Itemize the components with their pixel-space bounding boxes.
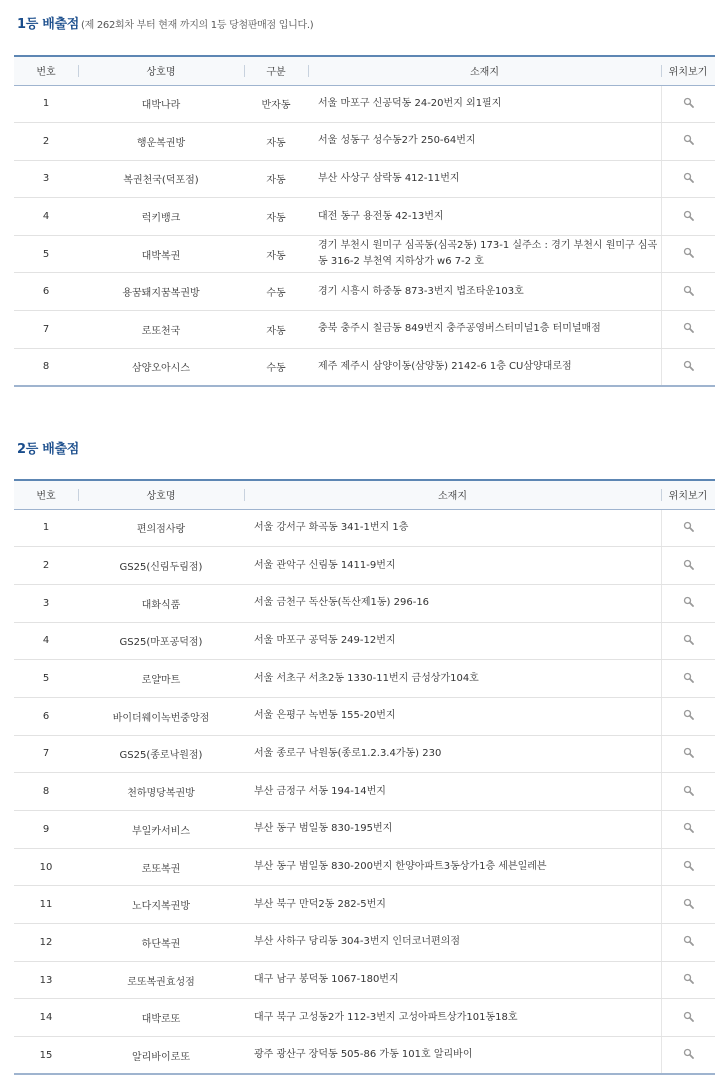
row-number: 4: [14, 622, 78, 660]
shop-name: GS25(신림두림점): [78, 547, 244, 585]
table-row: [14, 735, 715, 773]
shop-address: 제주 제주시 삼양이동(삼양동) 2142-6 1층 CU삼양대로점: [308, 348, 661, 386]
table-row: [14, 509, 715, 547]
magnifier-icon[interactable]: [683, 785, 694, 799]
shop-address: 대전 동구 용전동 42-13번지: [308, 198, 661, 236]
header-number: 번호: [14, 56, 78, 85]
shop-name: 복권천국(덕포점): [78, 160, 244, 198]
table-row: [14, 773, 715, 811]
shop-address: 서울 금천구 독산동(독산제1동) 296-16: [244, 584, 661, 622]
magnifier-icon[interactable]: [683, 709, 694, 723]
row-number: 15: [14, 1037, 78, 1075]
selection-type: 자동: [244, 235, 308, 273]
table-header-row: [14, 56, 715, 85]
row-number: 3: [14, 160, 78, 198]
row-number: 11: [14, 886, 78, 924]
location-view-cell[interactable]: [661, 660, 715, 698]
location-view-cell[interactable]: [661, 311, 715, 349]
magnifier-icon[interactable]: [683, 97, 694, 111]
shop-name: 노다지복권방: [78, 886, 244, 924]
first-prize-subtitle: (제 262회차 부터 현재 까지의 1등 당첨판매점 입니다.): [81, 20, 314, 31]
row-number: 2: [14, 123, 78, 161]
row-number: 9: [14, 811, 78, 849]
magnifier-icon[interactable]: [683, 210, 694, 224]
selection-type: 반자동: [244, 85, 308, 123]
shop-name: 부일카서비스: [78, 811, 244, 849]
magnifier-icon[interactable]: [683, 898, 694, 912]
location-view-cell[interactable]: [661, 697, 715, 735]
shop-address: 서울 서초구 서초2동 1330-11번지 금성상가104호: [244, 660, 661, 698]
shop-address: 서울 종로구 낙원동(종로1.2.3.4가동) 230: [244, 735, 661, 773]
table-row: [14, 924, 715, 962]
shop-address: 서울 마포구 신공덕동 24-20번지 외1필지: [308, 85, 661, 123]
selection-type: 자동: [244, 198, 308, 236]
table-row: [14, 999, 715, 1037]
table-row: [14, 1037, 715, 1075]
shop-name: 대박로또: [78, 999, 244, 1037]
header-type: 구분: [244, 56, 308, 85]
second-prize-table: [14, 479, 715, 1075]
shop-name: 대박나라: [78, 85, 244, 123]
table-row: [14, 85, 715, 123]
location-view-cell[interactable]: [661, 848, 715, 886]
location-view-cell[interactable]: [661, 1037, 715, 1075]
shop-name: 하단복권: [78, 924, 244, 962]
shop-address: 부산 동구 범일동 830-200번지 한양아파트3동상가1층 세븐일레븐: [244, 848, 661, 886]
row-number: 7: [14, 311, 78, 349]
location-view-cell[interactable]: [661, 773, 715, 811]
shop-name: 로또천국: [78, 311, 244, 349]
magnifier-icon[interactable]: [683, 559, 694, 573]
shop-name: 행운복권방: [78, 123, 244, 161]
shop-name: 용꿈돼지꿈복권방: [78, 273, 244, 311]
location-view-cell[interactable]: [661, 811, 715, 849]
magnifier-icon[interactable]: [683, 172, 694, 186]
shop-name: 대화식품: [78, 584, 244, 622]
location-view-cell[interactable]: [661, 584, 715, 622]
table-row: [14, 123, 715, 161]
selection-type: 자동: [244, 123, 308, 161]
row-number: 6: [14, 273, 78, 311]
table-row: [14, 160, 715, 198]
shop-name: 럭키뱅크: [78, 198, 244, 236]
location-view-cell[interactable]: [661, 924, 715, 962]
table-row: [14, 622, 715, 660]
shop-address: 부산 동구 범일동 830-195번지: [244, 811, 661, 849]
header-location: 위치보기: [661, 56, 715, 85]
selection-type: 수동: [244, 348, 308, 386]
row-number: 3: [14, 584, 78, 622]
shop-name: 로얄마트: [78, 660, 244, 698]
magnifier-icon[interactable]: [683, 360, 694, 374]
shop-address: 대구 남구 봉덕동 1067-180번지: [244, 961, 661, 999]
header-address: 소재지: [244, 480, 661, 509]
row-number: 7: [14, 735, 78, 773]
location-view-cell[interactable]: [661, 961, 715, 999]
first-prize-table: [14, 55, 715, 387]
magnifier-icon[interactable]: [683, 973, 694, 987]
location-view-cell[interactable]: [661, 348, 715, 386]
shop-address: 경기 부천시 원미구 심곡동(심곡2동) 173-1 실주소 : 경기 부천시 원미구 심곡동 316-2 부천역 지하상가 w6 7-2 호: [308, 235, 661, 273]
location-view-cell[interactable]: [661, 273, 715, 311]
shop-address: 부산 사하구 당리동 304-3번지 인더코너편의점: [244, 924, 661, 962]
selection-type: 수동: [244, 273, 308, 311]
shop-name: GS25(마포공덕점): [78, 622, 244, 660]
first-prize-heading: 1등 배출점: [17, 17, 80, 32]
table-row: [14, 886, 715, 924]
magnifier-icon[interactable]: [683, 1048, 694, 1062]
row-number: 8: [14, 773, 78, 811]
table-row: [14, 697, 715, 735]
table-row: [14, 235, 715, 273]
location-view-cell[interactable]: [661, 85, 715, 123]
table-row: [14, 961, 715, 999]
shop-name: 천하명당복권방: [78, 773, 244, 811]
row-number: 4: [14, 198, 78, 236]
magnifier-icon[interactable]: [683, 634, 694, 648]
header-shop-name: 상호명: [78, 56, 244, 85]
magnifier-icon[interactable]: [683, 1011, 694, 1025]
magnifier-icon[interactable]: [683, 521, 694, 535]
shop-address: 대구 북구 고성동2가 112-3번지 고성아파트상가101동18호: [244, 999, 661, 1037]
shop-address: 서울 성동구 성수동2가 250-64번지: [308, 123, 661, 161]
table-row: [14, 348, 715, 386]
row-number: 5: [14, 660, 78, 698]
row-number: 1: [14, 509, 78, 547]
location-view-cell[interactable]: [661, 622, 715, 660]
magnifier-icon[interactable]: [683, 935, 694, 949]
row-number: 13: [14, 961, 78, 999]
magnifier-icon[interactable]: [683, 134, 694, 148]
shop-name: 편의점사랑: [78, 509, 244, 547]
table-header-row: [14, 480, 715, 509]
table-row: [14, 584, 715, 622]
header-number: 번호: [14, 480, 78, 509]
magnifier-icon[interactable]: [683, 672, 694, 686]
shop-address: 서울 은평구 녹번동 155-20번지: [244, 697, 661, 735]
shop-address: 광주 광산구 장덕동 505-86 가동 101호 알리바이: [244, 1037, 661, 1075]
magnifier-icon[interactable]: [683, 322, 694, 336]
second-prize-title: [17, 438, 79, 457]
location-view-cell[interactable]: [661, 198, 715, 236]
row-number: 10: [14, 848, 78, 886]
row-number: 8: [14, 348, 78, 386]
shop-name: 로또복권효성점: [78, 961, 244, 999]
header-address: 소재지: [308, 56, 661, 85]
table-row: [14, 547, 715, 585]
row-number: 14: [14, 999, 78, 1037]
table-row: [14, 198, 715, 236]
shop-name: 알리바이로또: [78, 1037, 244, 1075]
shop-address: 경기 시흥시 하중동 873-3번지 법조타운103호: [308, 273, 661, 311]
location-view-cell[interactable]: [661, 886, 715, 924]
table-row: [14, 811, 715, 849]
shop-name: 바이더웨이녹번중앙점: [78, 697, 244, 735]
shop-name: 대박복권: [78, 235, 244, 273]
magnifier-icon[interactable]: [683, 285, 694, 299]
location-view-cell[interactable]: [661, 547, 715, 585]
location-view-cell[interactable]: [661, 123, 715, 161]
row-number: 12: [14, 924, 78, 962]
table-row: [14, 311, 715, 349]
selection-type: 자동: [244, 160, 308, 198]
row-number: 6: [14, 697, 78, 735]
row-number: 1: [14, 85, 78, 123]
location-view-cell[interactable]: [661, 235, 715, 273]
shop-address: 서울 마포구 공덕동 249-12번지: [244, 622, 661, 660]
shop-name: 로또복권: [78, 848, 244, 886]
shop-address: 부산 북구 만덕2동 282-5번지: [244, 886, 661, 924]
shop-address: 부산 금정구 서동 194-14번지: [244, 773, 661, 811]
shop-address: 서울 강서구 화곡동 341-1번지 1층: [244, 509, 661, 547]
shop-name: GS25(종로낙원점): [78, 735, 244, 773]
row-number: 5: [14, 235, 78, 273]
magnifier-icon[interactable]: [683, 822, 694, 836]
magnifier-icon[interactable]: [683, 247, 694, 261]
location-view-cell[interactable]: [661, 509, 715, 547]
shop-address: 충북 충주시 칠금동 849번지 충주공영버스터미널1층 터미널매점: [308, 311, 661, 349]
table-row: [14, 273, 715, 311]
selection-type: 자동: [244, 311, 308, 349]
location-view-cell[interactable]: [661, 735, 715, 773]
shop-name: 삼양오아시스: [78, 348, 244, 386]
table-row: [14, 848, 715, 886]
magnifier-icon[interactable]: [683, 747, 694, 761]
location-view-cell[interactable]: [661, 999, 715, 1037]
header-location: 위치보기: [661, 480, 715, 509]
shop-address: 서울 관악구 신림동 1411-9번지: [244, 547, 661, 585]
shop-address: 부산 사상구 삼락동 412-11번지: [308, 160, 661, 198]
row-number: 2: [14, 547, 78, 585]
magnifier-icon[interactable]: [683, 860, 694, 874]
header-shop-name: 상호명: [78, 480, 244, 509]
second-prize-heading: 2등 배출점: [17, 442, 80, 457]
table-row: [14, 660, 715, 698]
magnifier-icon[interactable]: [683, 596, 694, 610]
location-view-cell[interactable]: [661, 160, 715, 198]
first-prize-title: [17, 13, 313, 32]
